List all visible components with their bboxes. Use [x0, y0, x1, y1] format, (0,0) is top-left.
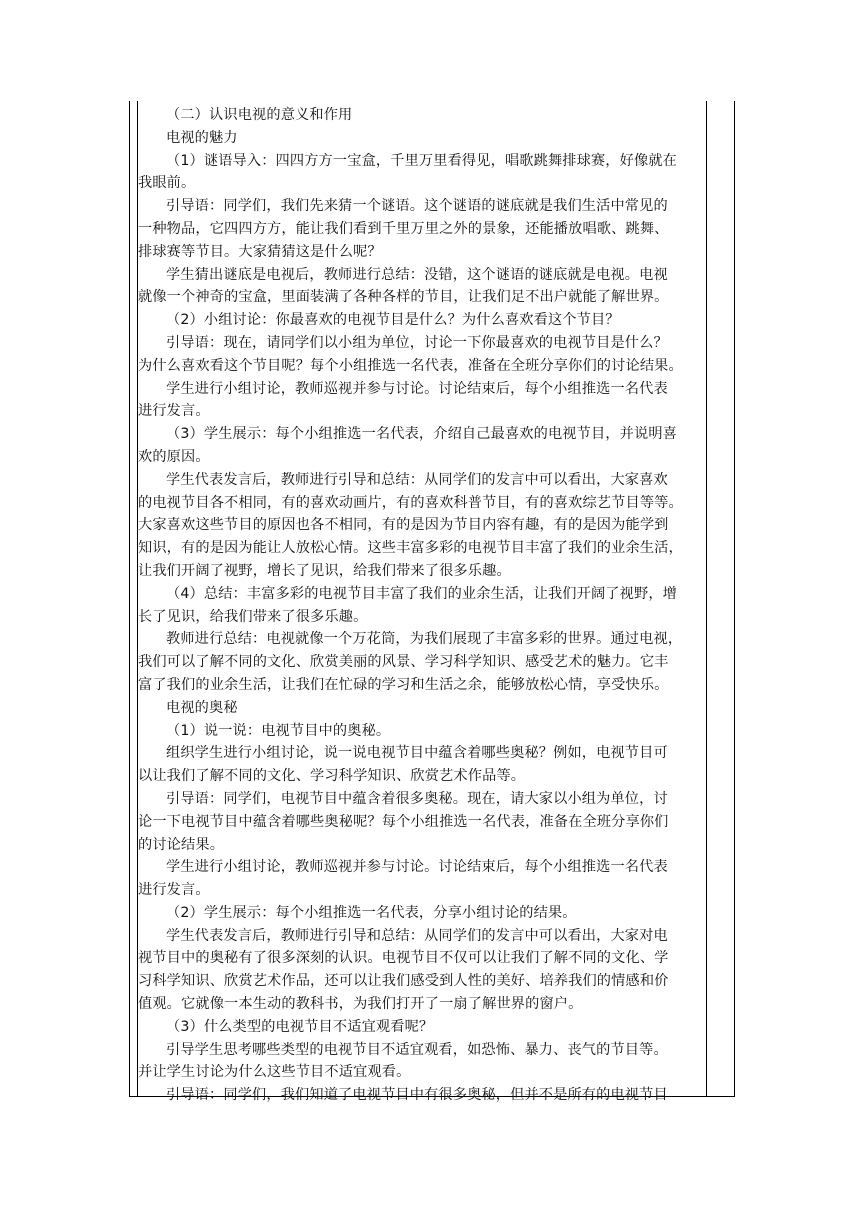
text-line: （4）总结：丰富多彩的电视节目丰富了我们的业余生活，让我们开阔了视野，增: [166, 585, 677, 602]
text-line: 的讨论结果。: [138, 836, 225, 853]
text-line: 学生进行小组讨论，教师巡视并参与讨论。讨论结束后，每个小组推选一名代表: [166, 859, 668, 876]
text-line: 欢的原因。: [138, 448, 210, 465]
text-line: 的电视节目各不相同，有的喜欢动画片，有的喜欢科普节目，有的喜欢综艺节目等等。: [138, 494, 683, 511]
text-line: 电视的魅力: [166, 129, 238, 146]
text-line: 习科学知识、欣赏艺术作品，还可以让我们感受到人性的美好、培养我们的情感和价: [138, 973, 669, 990]
text-line: 引导语：同学们，电视节目中蕴含着很多奥秘。现在，请大家以小组为单位，讨: [166, 790, 668, 807]
text-line: 视节目中的奥秘有了很多深刻的认识。电视节目不仅可以让我们了解不同的文化、学: [138, 950, 669, 967]
text-line: 富了我们的业余生活，让我们在忙碌的学习和生活之余，能够放松心情，享受快乐。: [138, 676, 669, 693]
text-line: 引导学生思考哪些类型的电视节目不适宜观看，如恐怖、暴力、丧气的节目等。: [166, 1041, 668, 1058]
text-line: 引导语：现在，请同学们以小组为单位，讨论一下你最喜欢的电视节目是什么？: [166, 334, 668, 351]
text-line: 引导语：同学们，我们先来猜一个谜语。这个谜语的谜底就是我们生活中常见的: [166, 198, 668, 215]
text-line: （1）说一说：电视节目中的奥秘。: [166, 722, 391, 739]
text-line: 学生代表发言后，教师进行引导和总结：从同学们的发言中可以看出，大家对电: [166, 927, 668, 944]
text-line: 论一下电视节目中蕴含着哪些奥秘呢？每个小组推选一名代表，准备在全班分享你们: [138, 813, 669, 830]
text-line: 长了见识，给我们带来了很多乐趣。: [138, 608, 368, 625]
text-line: （3）学生展示：每个小组推选一名代表，介绍自己最喜欢的电视节目，并说明喜: [166, 426, 677, 443]
text-line: （2）学生展示：每个小组推选一名代表，分享小组讨论的结果。: [166, 904, 577, 921]
text-line: 为什么喜欢看这个节目呢？每个小组推选一名代表，准备在全班分享你们的讨论结果。: [138, 357, 683, 374]
table-left-column: [130, 101, 138, 1096]
text-line: （二）认识电视的意义和作用: [166, 107, 353, 123]
text-line: 以让我们了解不同的文化、学习科学知识、欣赏艺术作品等。: [138, 768, 526, 785]
text-line: 值观。它就像一本生动的教科书，为我们打开了一扇了解世界的窗户。: [138, 996, 583, 1013]
lesson-content: [138, 104, 706, 1107]
text-line: （3）什么类型的电视节目不适宜观看呢？: [166, 1018, 434, 1035]
text-line: 进行发言。: [138, 403, 210, 420]
text-line: 学生进行小组讨论，教师巡视并参与讨论。讨论结束后，每个小组推选一名代表: [166, 380, 668, 397]
text-line: 让我们开阔了视野，增长了见识，给我们带来了很多乐趣。: [138, 562, 511, 579]
text-line: 教师进行总结：电视就像一个万花筒，为我们展现了丰富多彩的世界。通过电视，: [166, 631, 683, 648]
text-line: （2）小组讨论：你最喜欢的电视节目是什么？为什么喜欢看这个节目？: [166, 312, 620, 329]
text-line: 引导语：同学们，我们知道了电视节目中有很多奥秘，但并不是所有的电视节目: [166, 1087, 668, 1104]
text-line: 就像一个神奇的宝盒，里面装满了各种各样的节目，让我们足不出户就能了解世界。: [138, 289, 669, 306]
text-line: （1）谜语导入：四四方方一宝盒，千里万里看得见，唱歌跳舞排球赛，好像就在: [166, 152, 677, 169]
text-line: 我们可以了解不同的文化、欣赏美丽的风景、学习科学知识、感受艺术的魅力。它丰: [138, 654, 669, 671]
text-line: 电视的奥秘: [166, 699, 238, 716]
text-line: 知识，有的是因为能让人放松心情。这些丰富多彩的电视节目丰富了我们的业余生活，: [138, 540, 683, 557]
text-line: 组织学生进行小组讨论，说一说电视节目中蕴含着哪些奥秘？例如，电视节目可: [166, 745, 668, 762]
table-right-column: [706, 101, 734, 1096]
text-line: 我眼前。: [138, 175, 196, 192]
text-line: 排球赛等节目。大家猜猜这是什么呢？: [138, 243, 382, 260]
text-line: 进行发言。: [138, 882, 210, 899]
text-line: 学生代表发言后，教师进行引导和总结：从同学们的发言中可以看出，大家喜欢: [166, 471, 668, 488]
text-line: 并让学生讨论为什么这些节目不适宜观看。: [138, 1064, 411, 1081]
text-line: 一种物品，它四四方方，能让我们看到千里万里之外的景象，还能播放唱歌、跳舞、: [138, 220, 669, 237]
text-line: 学生猜出谜底是电视后，教师进行总结：没错，这个谜语的谜底就是电视。电视: [166, 266, 668, 283]
text-line: 大家喜欢这些节目的原因也各不相同，有的是因为节目内容有趣，有的是因为能学到: [138, 517, 669, 534]
